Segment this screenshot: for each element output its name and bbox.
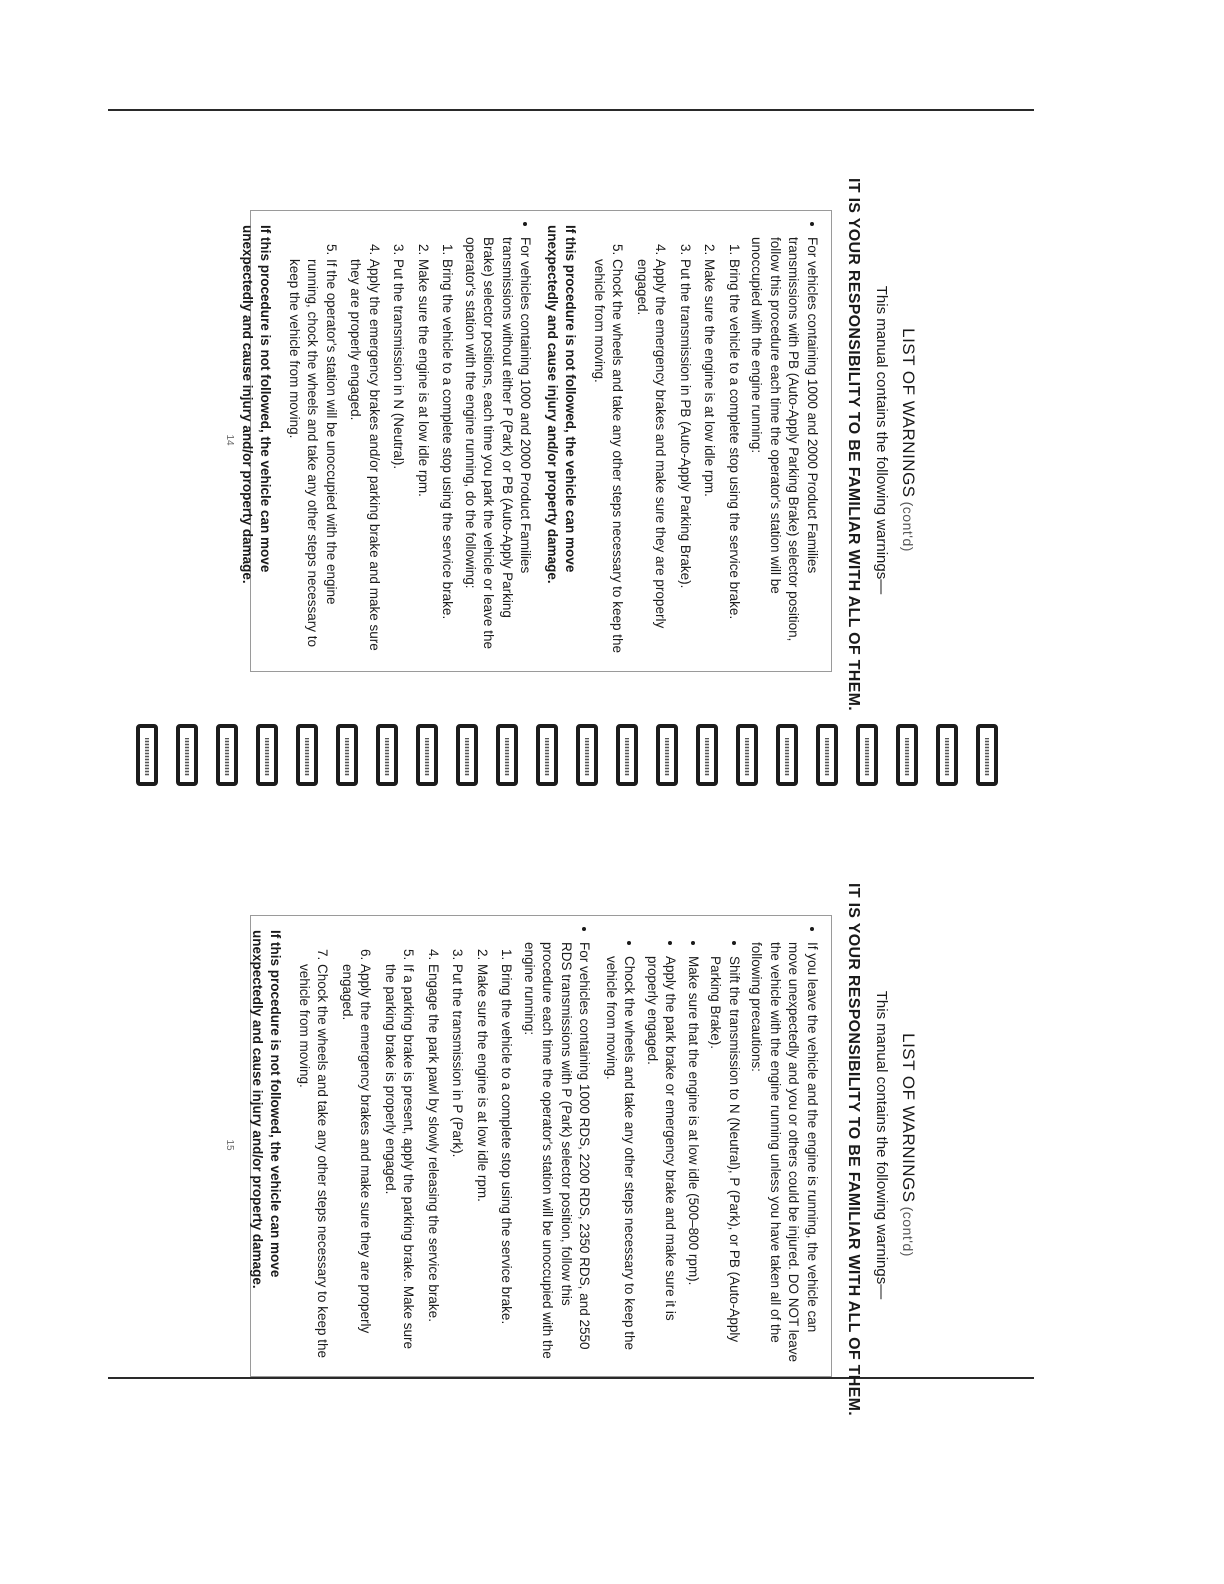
- binding-ring: [536, 724, 558, 786]
- warning-bullet: • For vehicles containing 1000 and 2000 Product Families transmissions without either P (Park) or PB (Auto-Apply Parking Brake) selector positions, each time you park the vehicle or leave the operator's station with the engine running, do the following: 1. Bring the vehicle to a complete stop using the service brake. 2. Make sure the engine is at low idle rpm. 3. Put the transmission in N (Neutral). 4. Apply the emergency brakes and/or parking brake and make sure they are properly engaged. 5. If the operator's station will be unoccupied with the engine running, chock the wheels and take any other steps necessary to keep the vehicle from moving.: [285, 237, 535, 657]
- binding-ring: [456, 724, 478, 786]
- list-item: • Apply the park brake or emergency brake and make sure it is properly engaged.: [643, 956, 680, 1362]
- binding-ring: [736, 724, 758, 786]
- list-item: 5. Chock the wheels and take any other steps necessary to keep the vehicle from moving.: [590, 259, 627, 657]
- procedure-steps: [590, 237, 744, 657]
- page-title: LIST OF WARNINGS(cont'd): [899, 328, 918, 552]
- list-item: 1. Bring the vehicle to a complete stop using the service brake.: [497, 964, 516, 1362]
- list-item: 2. Make sure the engine is at low idle rpm.: [700, 259, 719, 657]
- precautions-list: [602, 942, 744, 1362]
- procedure-steps: [295, 942, 516, 1362]
- binding-ring: [376, 724, 398, 786]
- binding-ring: [176, 724, 198, 786]
- binding-ring: [136, 724, 158, 786]
- list-item: 3. Put the transmission in PB (Auto-Apply Parking Brake).: [676, 259, 695, 657]
- binding-ring: [256, 724, 278, 786]
- page-number: 15: [224, 1139, 235, 1151]
- binding-ring: [216, 724, 238, 786]
- list-item: 3. Put the transmission in P (Park).: [448, 964, 467, 1362]
- list-item: 5. If a parking brake is present, apply the parking brake. Make sure the parking brake is properly engaged.: [381, 964, 418, 1362]
- responsibility-statement: IT IS YOUR RESPONSIBILITY TO BE FAMILIAR WITH ALL OF THEM.: [845, 178, 862, 711]
- list-item: 1. Bring the vehicle to a complete stop using the service brake.: [438, 259, 457, 657]
- binding-ring: [576, 724, 598, 786]
- list-item: 3. Put the transmission in N (Neutral).: [389, 259, 408, 657]
- list-item: • Shift the transmission to N (Neutral), P (Park), or PB (Auto-Apply Parking Brake).: [706, 956, 743, 1362]
- binding-ring: [416, 724, 438, 786]
- binding-ring: [296, 724, 318, 786]
- binding-ring: [616, 724, 638, 786]
- warning-statement: If this procedure is not followed, the vehicle can move unexpectedly and cause injury and/or property damage.: [250, 930, 284, 1289]
- binding-ring: [776, 724, 798, 786]
- list-item: 2. Make sure the engine is at low idle rpm.: [473, 964, 492, 1362]
- list-item: 2. Make sure the engine is at low idle rpm.: [414, 259, 433, 657]
- warning-statement: If this procedure is not followed, the vehicle can move unexpectedly and cause injury and/or property damage.: [240, 225, 274, 584]
- procedure-steps: [285, 237, 457, 657]
- binding-ring: [696, 724, 718, 786]
- binding-ring: [496, 724, 518, 786]
- spiral-binding: [127, 724, 1007, 786]
- binding-ring: [336, 724, 358, 786]
- list-item: • Chock the wheels and take any other steps necessary to keep the vehicle from moving.: [602, 956, 639, 1362]
- binding-ring: [896, 724, 918, 786]
- top-rule: [108, 109, 1034, 111]
- intro-text: This manual contains the following warnings—: [873, 285, 890, 595]
- list-item: 1. Bring the vehicle to a complete stop using the service brake.: [725, 259, 744, 657]
- binding-ring: [976, 724, 998, 786]
- warnings-box: [250, 915, 832, 1377]
- warning-bullet: • For vehicles containing 1000 and 2000 Product Families transmissions with PB (Auto-Apply Parking Brake) selector position, follow this procedure each time the operator's station will be unoccupied with the engine running: 1. Bring the vehicle to a complete stop using the service brake. 2. Make sure the engine is at low idle rpm. 3. Put the transmission in PB (Auto-Apply Parking Brake). 4. Apply the emergency brakes and make sure they are properly engaged. 5. Chock the wheels and take any other steps necessary to keep the vehicle from moving.: [590, 237, 822, 657]
- page-14: [220, 170, 940, 710]
- warning-bullet: • For vehicles containing 1000 RDS, 2200 RDS, 2350 RDS, and 2550 RDS transmissions with P (Park) selector position, follow this procedure each time the operator's station will be unoccupied with the engine running: 1. Bring the vehicle to a complete stop using the service brake. 2. Make sure the engine is at low idle rpm. 3. Put the transmission in P (Park). 4. Engage the park pawl by slowly releasing the service brake. 5. If a parking brake is present, apply the parking brake. Make sure the parking brake is properly engaged. 6. Apply the emergency brakes and make sure they are properly engaged. 7. Chock the wheels and take any other steps necessary to keep the vehicle from moving.: [295, 942, 594, 1362]
- binding-ring: [936, 724, 958, 786]
- responsibility-statement: IT IS YOUR RESPONSIBILITY TO BE FAMILIAR WITH ALL OF THEM.: [845, 883, 862, 1416]
- list-item: 5. If the operator's station will be unoccupied with the engine running, chock the wheels and take any other steps necessary to keep the vehicle from moving.: [285, 259, 341, 657]
- binding-ring: [856, 724, 878, 786]
- list-item: 4. Apply the emergency brakes and/or parking brake and make sure they are properly engaged.: [346, 259, 383, 657]
- warning-statement: If this procedure is not followed, the vehicle can move unexpectedly and cause injury and/or property damage.: [545, 225, 579, 584]
- warnings-box: [240, 210, 832, 672]
- binding-ring: [656, 724, 678, 786]
- list-item: 6. Apply the emergency brakes and make sure they are properly engaged.: [338, 964, 375, 1362]
- page-15: [220, 875, 940, 1415]
- list-item: 4. Apply the emergency brakes and make sure they are properly engaged.: [633, 259, 670, 657]
- list-item: 7. Chock the wheels and take any other steps necessary to keep the vehicle from moving.: [295, 964, 332, 1362]
- page-number: 14: [224, 434, 235, 446]
- intro-text: This manual contains the following warnings—: [873, 990, 890, 1300]
- binding-ring: [816, 724, 838, 786]
- page-title: LIST OF WARNINGS(cont'd): [899, 1033, 918, 1257]
- list-item: 4. Engage the park pawl by slowly releasing the service brake.: [424, 964, 443, 1362]
- list-item: • Make sure that the engine is at low idle (500–800 rpm).: [684, 956, 703, 1362]
- warning-bullet: • If you leave the vehicle and the engine is running, the vehicle can move unexpectedly and you or others could be injured. DO NOT leave the vehicle with the engine running unless you have taken all of the following precautions: • Shift the transmission to N (Neutral), P (Park), or PB (Auto-Apply Parking Brake). • Make sure that the engine is at low idle (500–800 rpm). • Apply the park brake or emergency brake and make sure it is properly engaged. • Chock the wheels and take any other steps necessary to keep the vehicle from moving.: [602, 942, 822, 1362]
